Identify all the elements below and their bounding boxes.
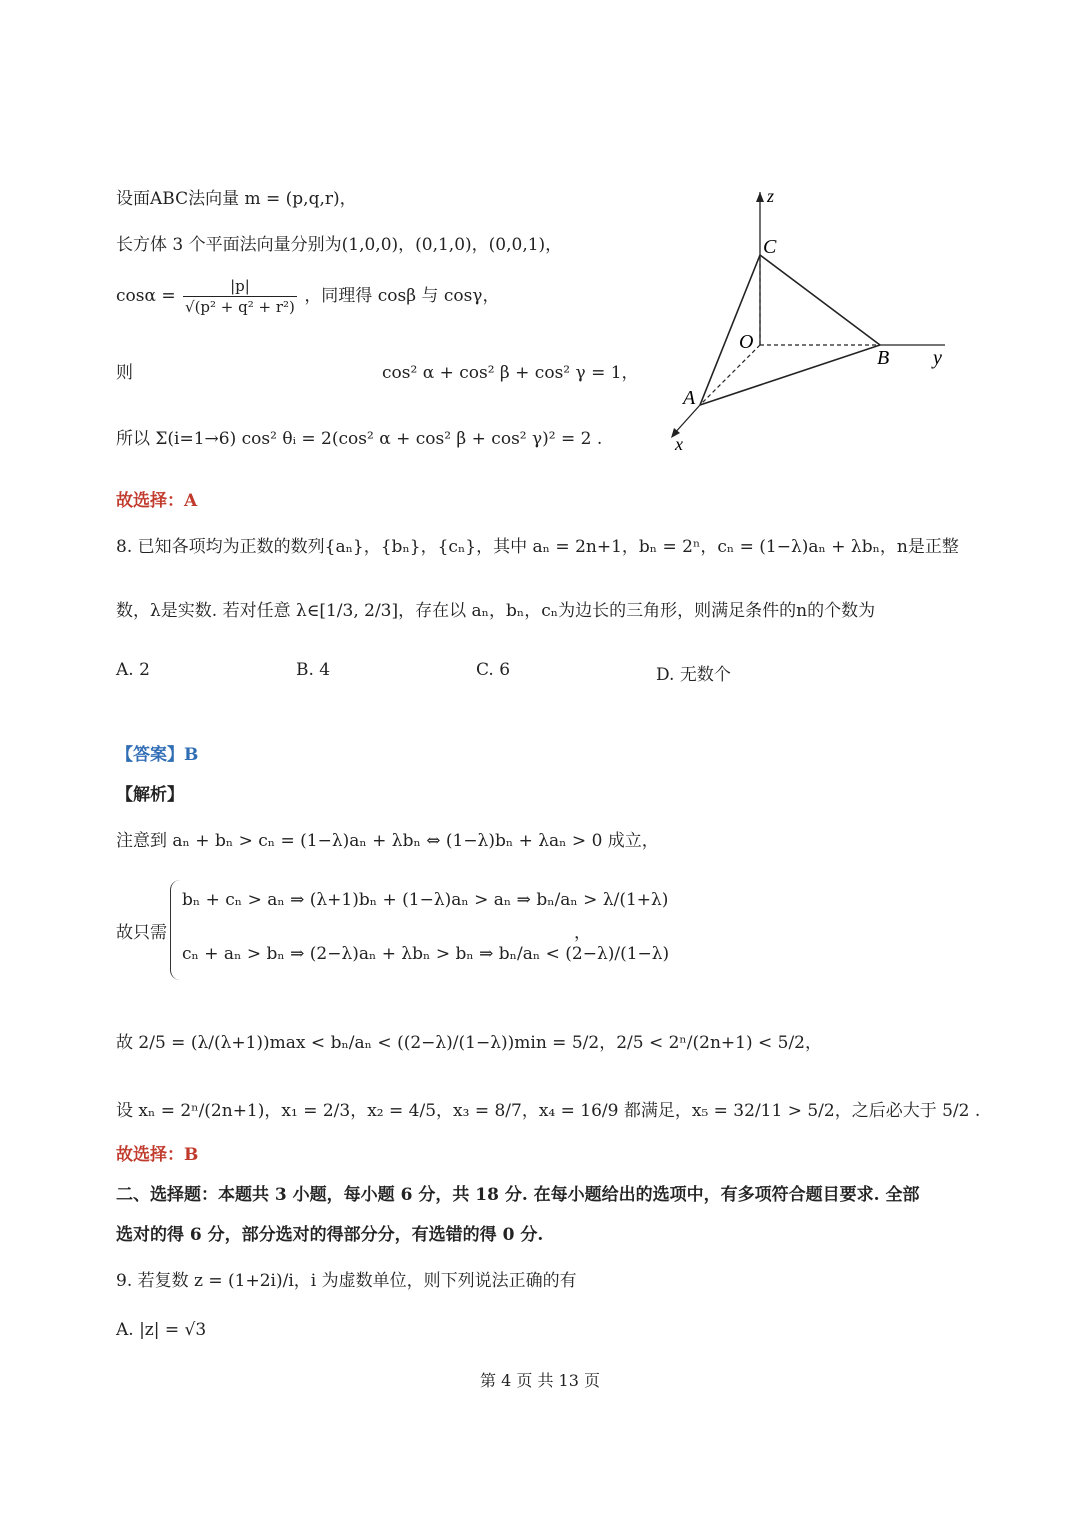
system-brace: [170, 880, 181, 980]
q8-line-1: 8. 已知各项均为正数的数列{aₙ}，{bₙ}，{cₙ}，其中 aₙ = 2n+1，bₙ = 2ⁿ，cₙ = (1−λ)aₙ + λbₙ，n是正整: [116, 537, 959, 557]
system-row-1: bₙ + cₙ > aₙ ⇒ (λ+1)bₙ + (1−λ)aₙ > aₙ ⇒ bₙ/aₙ > λ/(1+λ): [182, 890, 669, 910]
x-axis: [673, 405, 700, 435]
bound-line: 故 2/5 = (λ/(λ+1))max < bₙ/aₙ < ((2−λ)/(1−λ))min = 5/2，2/5 < 2ⁿ/(2n+1) < 5/2，: [116, 1033, 822, 1053]
analysis-line-1: 注意到 aₙ + bₙ > cₙ = (1−λ)aₙ + λbₙ ⇔ (1−λ)bₙ + λaₙ > 0 成立，: [116, 831, 659, 851]
cos-alpha-fraction: [183, 276, 297, 317]
q8-line-2: 数，λ是实数. 若对任意 λ∈[1/3, 2/3]，存在以 aₙ，bₙ，cₙ为边长的三角形，则满足条件的n的个数为: [116, 601, 876, 621]
label-z: z: [767, 186, 775, 206]
normal-vector-line: 设面ABC法向量 m = (p,q,r)，: [116, 189, 357, 209]
cos-alpha-numerator: |p|: [183, 276, 297, 297]
cos-alpha-denominator: √(p² + q² + r²): [185, 298, 295, 316]
option-a: A. 2: [116, 660, 150, 680]
label-x: x: [675, 434, 683, 454]
section-2-line-2: 选对的得 6 分，部分选对的得部分分，有选错的得 0 分.: [116, 1225, 544, 1245]
option-d: D. 无数个: [656, 665, 731, 685]
q9-option-a: A. |z| = √3: [116, 1320, 207, 1340]
oa-dashed: [700, 345, 760, 405]
then-label: 则: [116, 363, 133, 383]
sequence-line: 设 xₙ = 2ⁿ/(2n+1)，x₁ = 2/3，x₂ = 4/5，x₃ = 8/7，x₄ = 16/9 都满足，x₅ = 32/11 > 5/2，之后必大于 5/2 .: [116, 1101, 981, 1121]
edge-ab: [700, 345, 880, 405]
section-2-line-1: 二、选择题：本题共 3 小题，每小题 6 分，共 18 分. 在每小题给出的选项中，有多项符合题目要求. 全部: [116, 1185, 920, 1205]
z-arrow: [756, 192, 764, 202]
option-c: C. 6: [476, 660, 511, 680]
label-b: B: [877, 347, 890, 369]
cos-alpha-label: cosα =: [116, 286, 176, 306]
cos-alpha-line: [116, 276, 499, 317]
sum-conclusion-line: 所以 Σ(i=1→6) cos² θᵢ = 2(cos² α + cos² β + cos² γ)² = 2 .: [116, 429, 603, 449]
system-row-2: cₙ + aₙ > bₙ ⇒ (2−λ)aₙ + λbₙ > bₙ ⇒ bₙ/aₙ < (2−λ)/(1−λ): [182, 944, 670, 964]
q9-line: 9. 若复数 z = (1+2i)/i，i 为虚数单位，则下列说法正确的有: [116, 1271, 577, 1291]
edge-cb: [760, 255, 880, 345]
cos-alpha-tail: ，同理得 cosβ 与 cosγ，: [304, 286, 500, 306]
tetrahedron-figure: [655, 180, 965, 460]
label-y: y: [933, 347, 942, 369]
only-need-label: 故只需: [116, 923, 167, 943]
edge-ca: [700, 255, 760, 405]
select-a-line: 故选择：A: [116, 491, 198, 511]
analysis-label: 【解析】: [116, 785, 184, 805]
label-o: O: [739, 331, 754, 353]
label-c: C: [763, 236, 777, 258]
select-b-line: 故选择：B: [116, 1145, 199, 1165]
cos-sum-identity: cos² α + cos² β + cos² γ = 1，: [382, 363, 639, 383]
page-footer: 第 4 页 共 13 页: [480, 1371, 600, 1390]
system-comma: ，: [574, 923, 591, 943]
plane-normals-line: 长方体 3 个平面法向量分别为(1,0,0)，(0,1,0)，(0,0,1)，: [116, 235, 563, 255]
label-a: A: [683, 387, 696, 409]
option-b: B. 4: [296, 660, 331, 680]
answer-label: 【答案】B: [116, 745, 199, 765]
